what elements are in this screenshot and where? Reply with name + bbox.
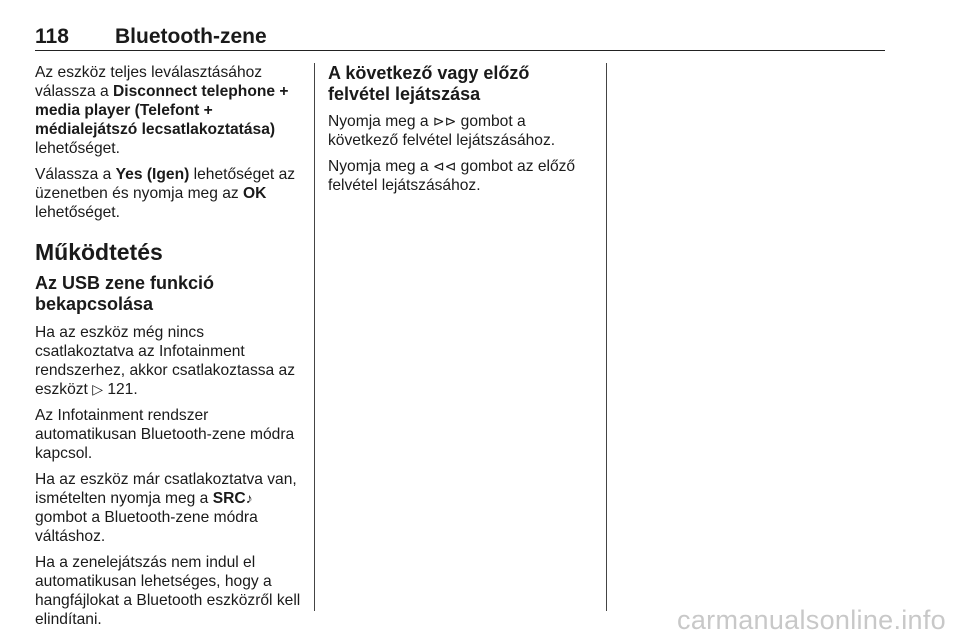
paragraph-confirm: Válassza a Yes (Igen) lehetőséget az üzenetben és nyomja meg az OK lehetőséget. [35, 166, 296, 221]
previous-track-icon: ⊲⊲ [432, 158, 457, 174]
paragraph-manual-start: Ha a zenelejátszás nem indul el automatikusan lehetséges, hogy a hangfájlokat a Bluetooth eszközről kell elindítani. [35, 554, 301, 628]
yes-option: Yes (Igen) [115, 166, 190, 183]
paragraph-previous: Nyomja meg a ⊲⊲ gombot az előző felvétel lejátszásához. [328, 158, 576, 194]
music-note-icon: ♪ [245, 490, 253, 506]
watermark: carmanualsonline.info [677, 605, 946, 635]
column-middle [328, 63, 596, 202]
src-button-label: SRC [212, 490, 246, 507]
paragraph-connect: Ha az eszköz még nincs csatlakoztatva az Infotainment rendszerhez, akkor csatlakoztassa az eszközt ▷ 121. [35, 324, 296, 398]
column-divider-right [606, 63, 607, 611]
ok-option: OK [243, 185, 267, 202]
subheading-next-previous: A következő vagy előző felvétel lejátszása [328, 63, 530, 104]
page-reference-icon: ▷ [92, 381, 103, 397]
paragraph-disconnect: Az eszköz teljes leválasztásához válassza a Disconnect telephone + media player (Telefont + médialejátszó lecsatlakoztatása) lehetőséget. [35, 64, 289, 157]
paragraph-next: Nyomja meg a ⊳⊳ gombot a következő felvétel lejátszásához. [328, 113, 556, 149]
section-heading-operation: Működtetés [35, 239, 163, 265]
page-header [35, 26, 885, 51]
column-divider-left [314, 63, 315, 611]
column-left [35, 63, 305, 636]
page-number: 118 [35, 25, 69, 48]
subheading-usb-music: Az USB zene funkció bekapcsolása [35, 273, 215, 314]
page-reference: 121. [102, 381, 138, 398]
next-track-icon: ⊳⊳ [432, 113, 457, 129]
page-title: Bluetooth-zene [115, 25, 267, 48]
paragraph-auto-mode: Az Infotainment rendszer automatikusan Bluetooth-zene módra kapcsol. [35, 407, 295, 462]
disconnect-option: Disconnect telephone + media player (Telefont + médialejátszó lecsatlakoztatása) [35, 83, 289, 138]
paragraph-src: Ha az eszköz már csatlakoztatva van, ismételten nyomja meg a SRC♪ gombot a Bluetooth-zene módra váltáshoz. [35, 471, 297, 545]
